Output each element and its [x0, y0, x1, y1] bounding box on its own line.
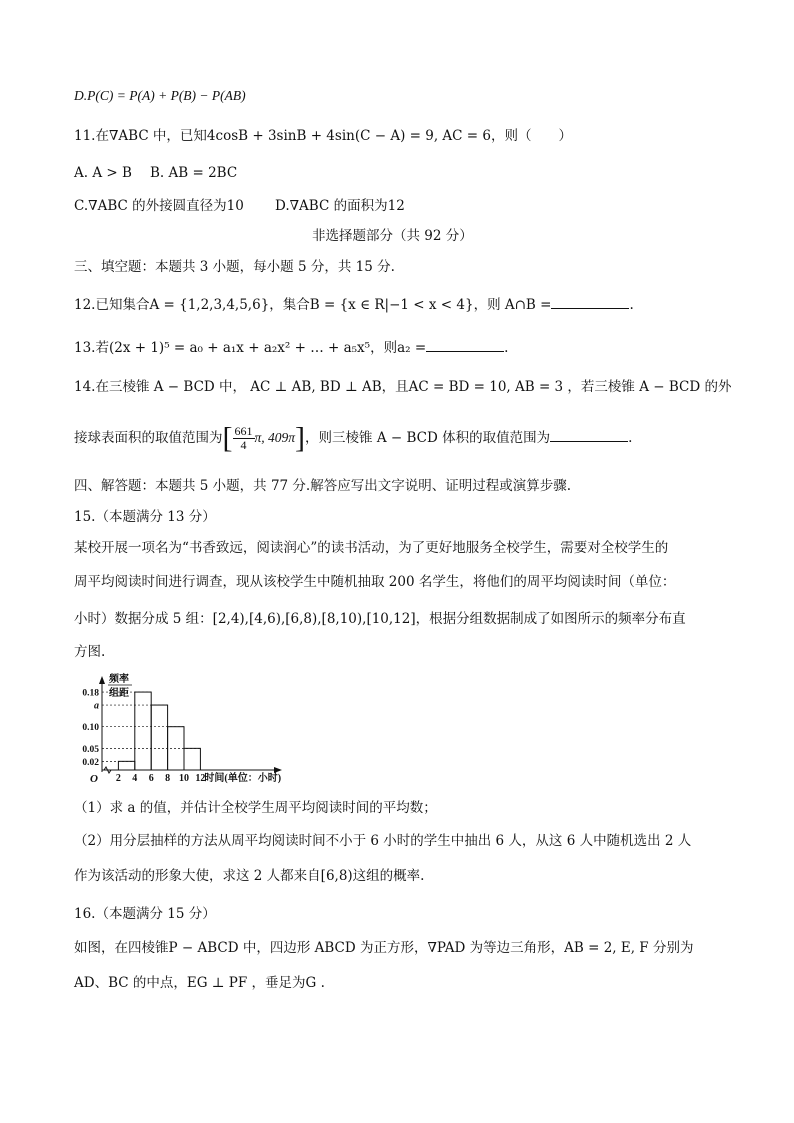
q14-line2	[74, 418, 632, 458]
y-axis-label-bottom: 组距	[109, 688, 129, 699]
x-tick-label-3: 8	[165, 773, 171, 784]
q11-option-a: A. A > B	[74, 165, 132, 181]
q11-option-d: D.∇ABC 的面积为12	[275, 198, 405, 214]
x-tick-label-1: 4	[132, 773, 138, 784]
x-axis-label: 时间(单位：小时)	[204, 773, 282, 784]
histogram-bar-2	[151, 705, 167, 770]
q14-period: .	[628, 430, 633, 446]
frequency-histogram	[72, 672, 302, 788]
part-heading: 非选择题部分（共 92 分）	[312, 228, 473, 244]
q16-paragraph-2: AD、BC 的中点，EG ⊥ PF ，垂足为G .	[74, 975, 325, 991]
y-tick-label-1: a	[94, 700, 99, 712]
q10-option-d: D.P(C) = P(A) + P(B) − P(AB)	[74, 88, 246, 103]
y-tick-label-2: 0.10	[82, 723, 99, 734]
q15-paragraph-4: 方图.	[74, 644, 106, 660]
q12-answer-blank[interactable]	[551, 294, 629, 309]
x-tick-label-0: 2	[115, 773, 121, 784]
x-tick-label-4: 10	[179, 773, 189, 784]
y-tick-label-3: 0.05	[82, 744, 99, 755]
q16-paragraph-1: 如图，在四棱锥P − ABCD 中，四边形 ABCD 为正方形，∇PAD 为等边三角形，AB = 2, E, F 分别为	[74, 940, 694, 956]
q16-header: 16.（本题满分 15 分）	[74, 906, 216, 922]
q12-period: .	[629, 297, 634, 313]
q12-line	[74, 294, 634, 315]
q15-paragraph-1: 某校开展一项名为“书香致远，阅读润心”的读书活动，为了更好地服务全校学生，需要对全校学生的	[74, 540, 669, 556]
left-bracket: [	[222, 421, 233, 455]
fraction-numerator: 661	[234, 424, 253, 438]
origin-label: O	[90, 773, 98, 785]
section4-heading: 四、解答题：本题共 5 小题，共 77 分.解答应写出文字说明、证明过程或演算步骤.	[74, 478, 572, 494]
q11-option-b: B. AB = 2BC	[150, 165, 238, 181]
histogram-bar-0	[118, 761, 134, 770]
q15-subquestion-1: （1）求 a 的值，并估计全校学生周平均阅读时间的平均数；	[74, 800, 437, 816]
histogram-bar-1	[135, 692, 151, 770]
x-tick-label-2: 6	[148, 773, 154, 784]
range-rest: π, 409π	[254, 430, 296, 445]
q13-line	[74, 337, 508, 358]
y-tick-label-4: 0.02	[82, 757, 99, 768]
q14-line2-pre: 接球表面积的取值范围为	[74, 430, 223, 446]
q11-stem: 11.在∇ABC 中，已知4cosB + 3sinB + 4sin(C − A) = 9, AC = 6，则（ ）	[74, 128, 572, 144]
q15-header: 15.（本题满分 13 分）	[74, 509, 216, 525]
q15-subquestion-2-line1: （2）用分层抽样的方法从周平均阅读时间不小于 6 小时的学生中抽出 6 人，从这 6 人中随机选出 2 人	[74, 833, 692, 849]
q12-stem: 12.已知集合A = {1,2,3,4,5,6}，集合B = {x ∈ R|−1 < x < 4}，则 A∩B =	[74, 297, 552, 313]
q13-period: .	[504, 340, 509, 356]
histogram-bar-4	[184, 748, 200, 770]
q15-paragraph-3: 小时）数据分成 5 组：[2,4),[4,6),[6,8),[8,10),[10,12]，根据分组数据制成了如图所示的频率分布直	[74, 611, 686, 627]
y-axis-arrow	[99, 676, 105, 684]
fraction-denominator: 4	[240, 438, 247, 452]
q13-answer-blank[interactable]	[426, 337, 504, 352]
section3-heading: 三、填空题：本题共 3 小题，每小题 5 分，共 15 分.	[74, 259, 395, 275]
y-tick-label-0: 0.18	[82, 688, 99, 699]
q15-paragraph-2: 周平均阅读时间进行调查，现从该校学生中随机抽取 200 名学生，将他们的周平均阅读时间（单位：	[74, 574, 676, 590]
q11-option-c: C.∇ABC 的外接圆直径为10	[74, 198, 244, 214]
q14-line2-post: ，则三棱锥 A − BCD 体积的取值范围为	[305, 430, 551, 446]
right-bracket: ]	[295, 421, 306, 455]
q15-subquestion-2-line2: 作为该活动的形象大使，求这 2 人都来自[6,8)这组的概率.	[74, 868, 425, 884]
q13-stem: 13.若(2x + 1)⁵ = a₀ + a₁x + a₂x² + … + a₅x⁵，则a₂ =	[74, 340, 427, 356]
q14-answer-blank[interactable]	[550, 427, 628, 442]
q14-line1: 14.在三棱锥 A − BCD 中， AC ⊥ AB, BD ⊥ AB，且AC = BD = 10, AB = 3 ，若三棱锥 A − BCD 的外	[74, 379, 732, 395]
x-tick-label-5: 12	[195, 773, 206, 784]
y-axis-label-top: 频率	[109, 674, 129, 685]
range-fraction	[233, 425, 255, 452]
